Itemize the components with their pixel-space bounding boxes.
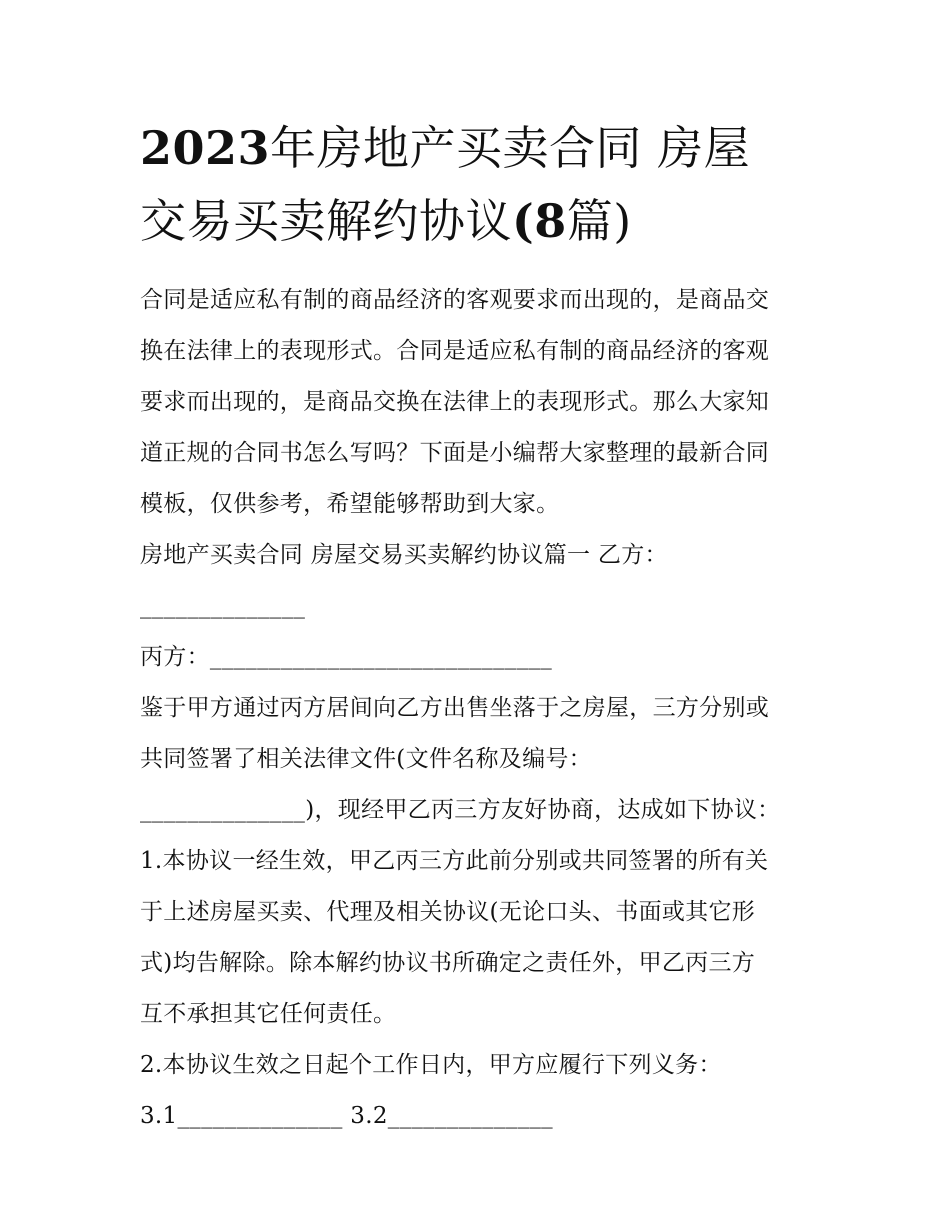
title-line-2 xyxy=(140,194,632,248)
title-year: 2023 xyxy=(140,121,271,175)
title-line-1 xyxy=(140,121,750,175)
document-body xyxy=(140,275,820,1142)
title-count: 8 xyxy=(534,194,567,248)
clause-line: 1.本协议一经生效，甲乙丙三方此前分别或共同签署的所有关 xyxy=(140,848,769,874)
title-paren-open: ( xyxy=(512,194,535,248)
body-line: 要求而出现的，是商品交换在法律上的表现形式。那么大家知 xyxy=(140,389,770,415)
clause-line: 式)均告解除。除本解约协议书所确定之责任外，甲乙丙三方 xyxy=(140,950,756,976)
blank-field-line: ______________ xyxy=(140,593,306,619)
body-line: ______________)，现经甲乙丙三方友好协商，达成如下协议： xyxy=(140,797,781,823)
blank-field-line: 丙方：_____________________________ xyxy=(140,644,553,670)
clause-line: 互不承担其它任何责任。 xyxy=(140,1001,397,1027)
body-line: 合同是适应私有制的商品经济的客观要求而出现的，是商品交 xyxy=(140,287,770,313)
body-line: 共同签署了相关法律文件(文件名称及编号： xyxy=(140,746,592,772)
title-line-1-text: 年房地产买卖合同 房屋 xyxy=(270,121,751,175)
body-line: 鉴于甲方通过丙方居间向乙方出售坐落于之房屋，三方分别或 xyxy=(140,695,770,721)
clause-line: 2.本协议生效之日起个工作日内，甲方应履行下列义务： xyxy=(140,1052,722,1078)
body-line: 换在法律上的表现形式。合同是适应私有制的商品经济的客观 xyxy=(140,338,770,364)
document-title xyxy=(140,112,820,258)
body-line: 道正规的合同书怎么写吗？下面是小编帮大家整理的最新合同 xyxy=(140,440,770,466)
body-line: 房地产买卖合同 房屋交易买卖解约协议篇一 乙方： xyxy=(140,542,668,568)
title-line-2-tail: 篇) xyxy=(566,194,632,248)
clause-line: 于上述房屋买卖、代理及相关协议(无论口头、书面或其它形 xyxy=(140,899,756,925)
title-line-2-text: 交易买卖解约协议 xyxy=(140,194,512,248)
body-line: 模板，仅供参考，希望能够帮助到大家。 xyxy=(140,491,560,517)
blank-field-line: 3.1______________ 3.2______________ xyxy=(140,1103,553,1129)
